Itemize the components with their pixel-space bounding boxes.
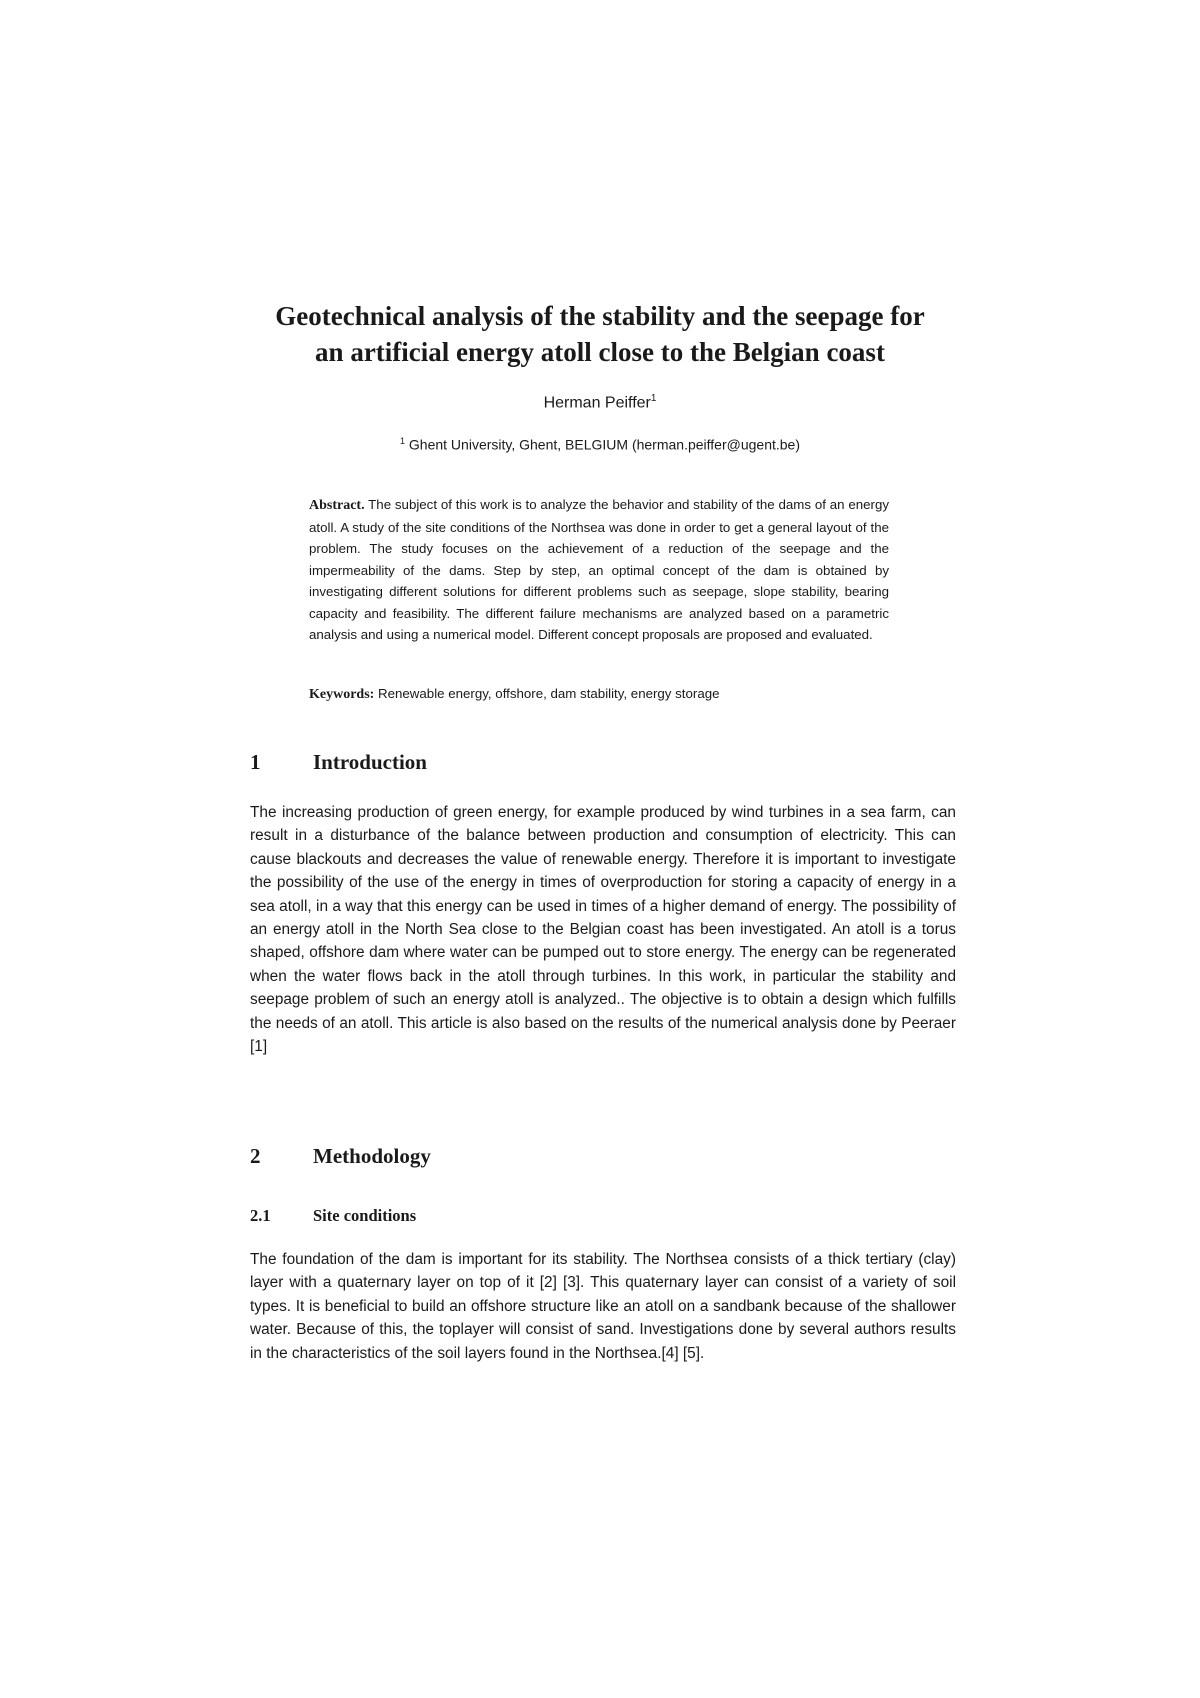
- keywords-text: Renewable energy, offshore, dam stability, energy storage: [374, 686, 720, 701]
- subsection-title: Site conditions: [313, 1206, 417, 1225]
- affiliation-line: [200, 432, 1000, 454]
- author-affiliation-mark: 1: [650, 393, 657, 404]
- abstract-text: The subject of this work is to analyze the behavior and stability of the dams of an energy atoll. A study of the site conditions of the Northsea was done in order to get a general layout of the problem. The study focuses on the achievement of a reduction of the seepage and the impermeability of the dams. Step by step, an optimal concept of the dam is obtained by investigating different solutions for different problems such as seepage, slope stability, bearing capacity and feasibility. The different failure mechanisms are analyzed based on a parametric analysis and using a numerical model. Different concept proposals are proposed and evaluated.: [309, 497, 889, 642]
- affiliation-text: Ghent University, Ghent, BELGIUM (herman.peiffer@ugent.be): [405, 436, 800, 453]
- subsection-number: 2.1: [250, 1206, 271, 1225]
- abstract: [309, 494, 889, 646]
- section-heading-introduction: [250, 749, 427, 775]
- site-conditions-paragraph: The foundation of the dam is important for its stability. The Northsea consists of a thick tertiary (clay) layer with a quaternary layer on top of it [2] [3]. This quaternary layer can consist of a variety of soil types. It is beneficial to build an offshore structure like an atoll on a sandbank because of the shallower water. Because of this, the toplayer will consist of sand. Investigations done by several authors results in the characteristics of the soil layers found in the Northsea.[4] [5].: [250, 1251, 956, 1362]
- author-name: Herman Peiffer: [543, 394, 651, 412]
- abstract-label: Abstract.: [309, 498, 365, 513]
- affiliation-mark: 1: [400, 436, 406, 446]
- keywords: [309, 684, 889, 705]
- paper-title-line-2: an artificial energy atoll close to the Belgian coast: [315, 337, 885, 367]
- paper-title-line-1: Geotechnical analysis of the stability and the seepage for: [275, 301, 925, 331]
- section-number: 2: [250, 1144, 261, 1168]
- introduction-paragraph: The increasing production of green energy, for example produced by wind turbines in a sea farm, can result in a disturbance of the balance between production and consumption of electricity. This can cause blackouts and decreases the value of renewable energy. Therefore it is important to investigate the possibility of the use of the energy in times of overproduction for storing a capacity of energy in a sea atoll, in a way that this energy can be used in times of a higher demand of energy. The possibility of an energy atoll in the North Sea close to the Belgian coast has been investigated. An atoll is a torus shaped, offshore dam where water can be pumped out to store energy. The energy can be regenerated when the water flows back in the atoll through turbines. In this work, in particular the stability and seepage problem of such an energy atoll is analyzed.. The objective is to obtain a design which fulfills the needs of an atoll. This article is also based on the results of the numerical analysis done by Peeraer [1]: [250, 804, 956, 1056]
- section-title: Methodology: [313, 1144, 431, 1168]
- paper-title: [200, 298, 1000, 370]
- subsection-heading-site-conditions: [250, 1205, 416, 1227]
- section-heading-methodology: [250, 1143, 431, 1169]
- section-number: 1: [250, 750, 261, 774]
- section-title: Introduction: [313, 750, 427, 774]
- author-line: [200, 389, 1000, 413]
- keywords-label: Keywords:: [309, 687, 375, 702]
